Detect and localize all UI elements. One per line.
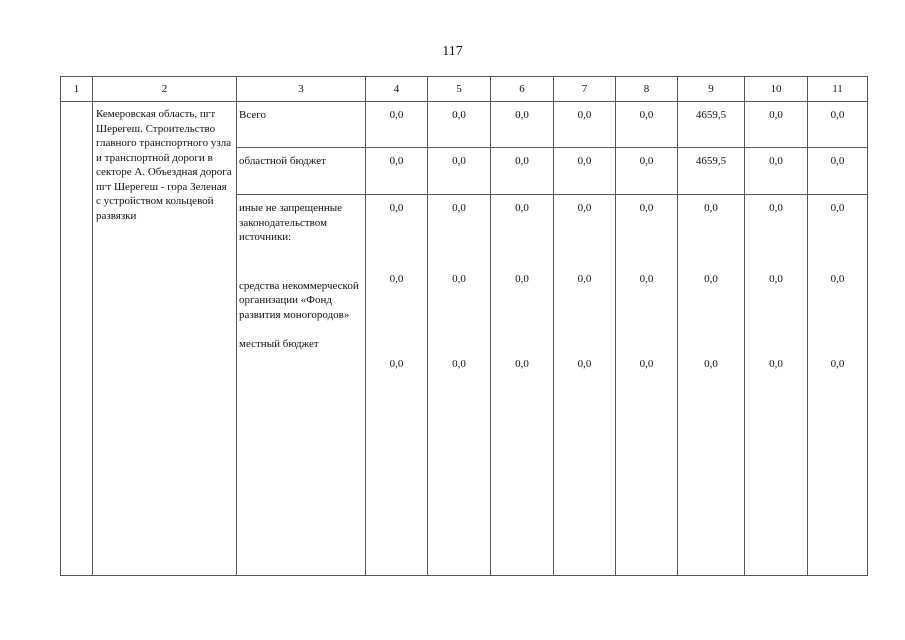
value-column [616, 195, 678, 576]
value-cell: 0,0 [366, 148, 428, 195]
value: 0,0 [704, 272, 718, 285]
funding-source-group [237, 195, 366, 576]
value-cell: 0,0 [366, 102, 428, 148]
value: 0,0 [389, 272, 404, 285]
value: 0,0 [577, 272, 592, 285]
value: 0,0 [389, 358, 404, 370]
value: 0,0 [452, 358, 466, 370]
value: 0,0 [639, 202, 654, 214]
value: 0,0 [769, 358, 783, 370]
value: 0,0 [769, 272, 783, 285]
value: 0,0 [704, 358, 718, 370]
column-header: 10 [745, 77, 808, 102]
row-number-cell [61, 102, 93, 576]
value: 0,0 [639, 358, 654, 370]
value: 0,0 [452, 272, 466, 285]
value: 0,0 [515, 272, 529, 285]
value-cell: 0,0 [808, 148, 868, 195]
value-cell: 0,0 [616, 148, 678, 195]
value-column [428, 195, 491, 576]
column-header: 1 [61, 77, 93, 102]
value: 0,0 [515, 358, 529, 370]
value: 0,0 [830, 358, 845, 370]
table-row [61, 102, 868, 148]
column-header: 5 [428, 77, 491, 102]
value-cell: 0,0 [554, 148, 616, 195]
column-header: 8 [616, 77, 678, 102]
column-header: 6 [491, 77, 554, 102]
value-column [554, 195, 616, 576]
funding-source: средства некоммерческой организации «Фонд развития моногородов» [239, 279, 359, 321]
value: 0,0 [515, 202, 529, 214]
value-cell: 0,0 [428, 148, 491, 195]
funding-source: иные не запрещенные законодательством источники: [239, 202, 343, 243]
value: 0,0 [704, 202, 718, 214]
column-header: 9 [678, 77, 745, 102]
value: 0,0 [830, 272, 845, 285]
funding-source: местный бюджет [239, 338, 319, 350]
value-cell: 0,0 [428, 102, 491, 148]
value-column [808, 195, 868, 576]
budget-table [60, 76, 868, 576]
value-column [678, 195, 745, 576]
value-column [366, 195, 428, 576]
value-cell: 0,0 [745, 148, 808, 195]
value-column [745, 195, 808, 576]
column-header: 7 [554, 77, 616, 102]
project-description: Кемеровская область, пгт Шерегеш. Строительство главного транспортного узла и транспортной дороги в секторе А. Объездная дорога пгт Шерегеш - гора Зеленая с устройством кольцевой развязки [93, 102, 237, 576]
value-cell: 0,0 [491, 148, 554, 195]
column-header: 11 [808, 77, 868, 102]
value: 0,0 [639, 272, 654, 285]
value: 0,0 [830, 202, 845, 214]
value: 0,0 [577, 202, 592, 214]
value: 0,0 [389, 202, 404, 214]
column-header: 2 [93, 77, 237, 102]
value: 0,0 [452, 202, 466, 214]
page-number: 117 [442, 44, 463, 59]
funding-source: Всего [237, 102, 366, 148]
value-cell: 0,0 [745, 102, 808, 148]
value: 0,0 [769, 202, 783, 214]
value-cell: 0,0 [616, 102, 678, 148]
column-header: 3 [237, 77, 366, 102]
value-cell: 0,0 [808, 102, 868, 148]
value-cell: 0,0 [554, 102, 616, 148]
value-cell: 4659,5 [678, 102, 745, 148]
column-header: 4 [366, 77, 428, 102]
value-cell: 0,0 [491, 102, 554, 148]
value-column [491, 195, 554, 576]
value-cell: 4659,5 [678, 148, 745, 195]
funding-source: областной бюджет [237, 148, 366, 195]
header-row [61, 77, 868, 102]
value: 0,0 [577, 358, 592, 370]
